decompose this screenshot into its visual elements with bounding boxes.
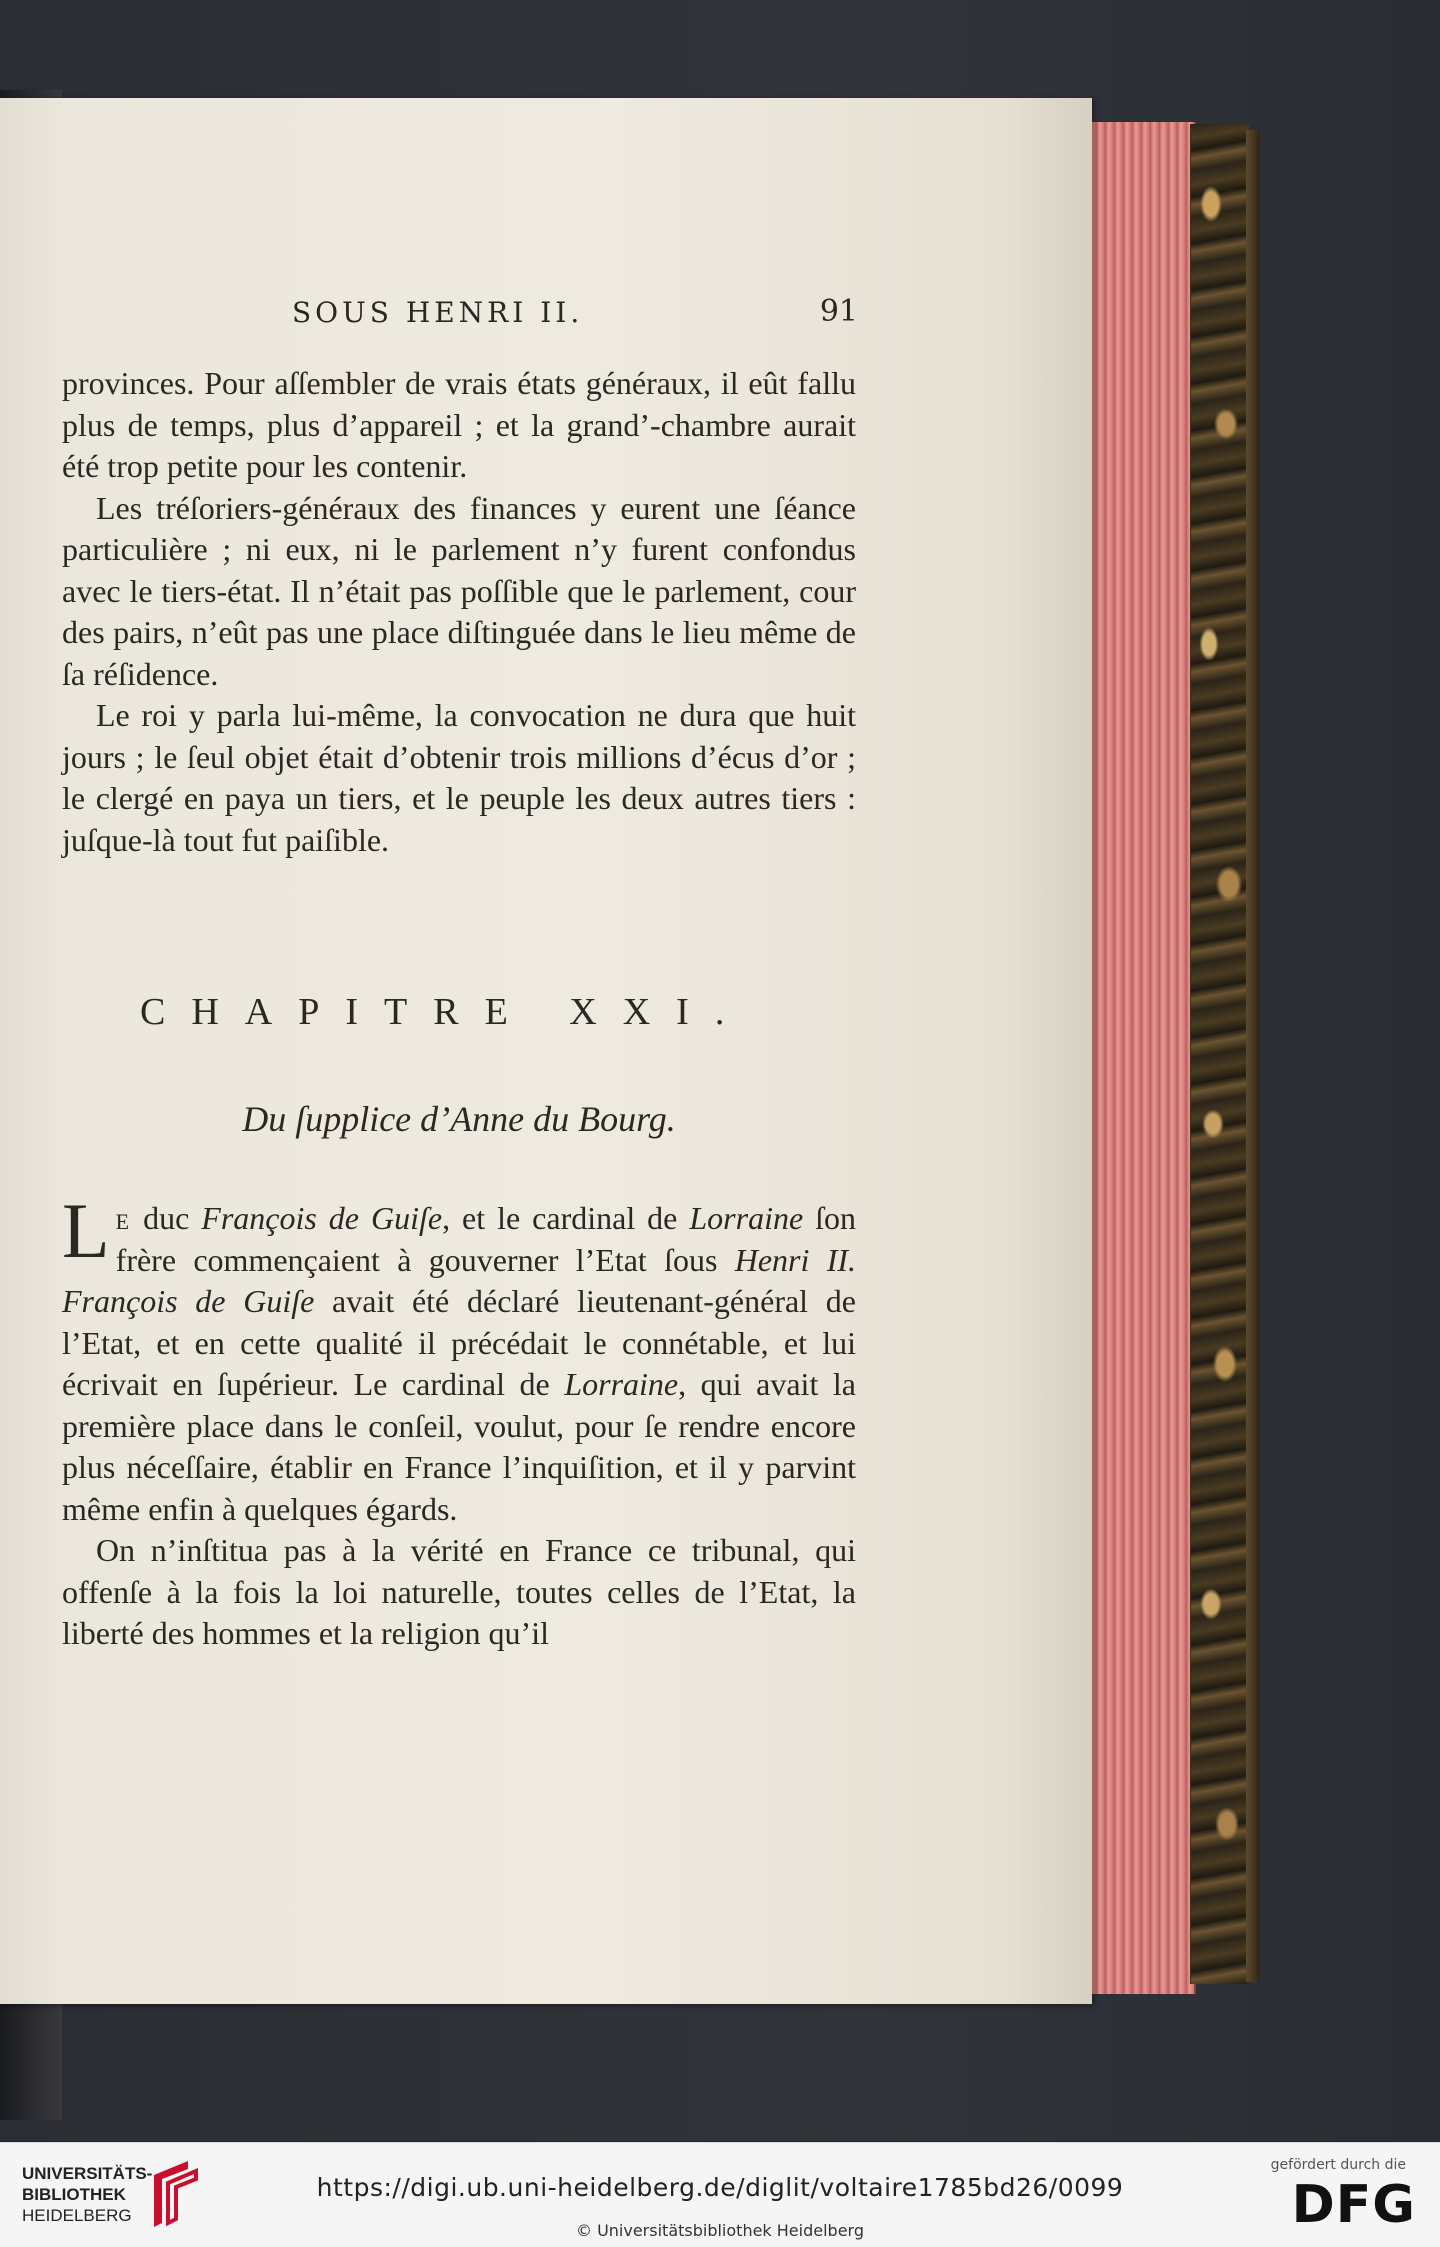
page-url-link[interactable]: https://digi.ub.uni-heidelberg.de/diglit/voltaire1785bd26/0099 <box>316 2173 1124 2202</box>
bottom-text-block <box>62 1187 857 1655</box>
drop-cap: L <box>62 1187 110 1274</box>
paragraph: Les tréſoriers-généraux des finances y eurent une ſéance particulière ; ni eux, ni le parlement n’y furent confondus avec le tiers-état. Il n’était pas poſſible que le parlement, cour des pairs, n’eût pas une place diſtinguée dans le lieu même de ſa réſidence. <box>62 489 856 692</box>
copyright-notice: © Universitätsbibliothek Heidelberg <box>575 2221 864 2240</box>
page-number: 91 <box>819 294 858 329</box>
running-title: SOUS HENRI II. <box>292 296 584 329</box>
paragraph: provinces. Pour aſſembler de vrais états généraux, il eût fallu plus de temps, plus d’appareil ; et la grand’-chambre aurait été trop petite pour les contenir. <box>62 365 856 484</box>
library-logo-text[interactable]: UNIVERSITÄTS- BIBLIOTHEK HEIDELBERG <box>22 2164 153 2225</box>
cover-edge <box>1246 130 1260 1982</box>
funding-note: gefördert durch die <box>1270 2157 1406 2173</box>
page-edge-red <box>1088 122 1196 1994</box>
top-text-block <box>62 363 856 861</box>
marbled-cover <box>1190 124 1249 1984</box>
dfg-logo[interactable]: DFG <box>1291 2175 1416 2235</box>
chapter-subtitle: Du ſupplice d’Anne du Bourg. <box>242 1099 676 1139</box>
running-head <box>292 292 862 342</box>
viewer-footer <box>0 2142 1440 2247</box>
paragraph: On n’inſtitua pas à la vérité en France ce tribunal, qui offenſe à la fois la loi naturelle, toutes celles de l’Etat, la liberté des hommes et la religion qu’il <box>62 1532 856 1651</box>
chapter-heading: CHAPITRE XXI. <box>140 991 751 1033</box>
paragraph: Le duc François de Guiſe, et le cardinal de Lorraine ſon frère commençaient à gouverner l’Etat ſous Henri II. François de Guiſe avait été déclaré lieutenant-général de l’Etat, et en cette qualité il précédait le connétable, et lui écrivait en ſupérieur. Le cardinal de Lorraine, qui avait la première place dans le conſeil, voulut, pour ſe rendre encore plus néceſſaire, établir en France l’inquiſition, et il y parvint même enfin à quelques égards. <box>62 1187 857 1527</box>
paragraph: Le roi y parla lui-même, la convocation ne dura que huit jours ; le ſeul objet était d’obtenir trois millions d’écus d’or ; le clergé en paya un tiers, et le peuple les deux autres tiers : juſque-là tout fut paiſible. <box>62 697 856 858</box>
